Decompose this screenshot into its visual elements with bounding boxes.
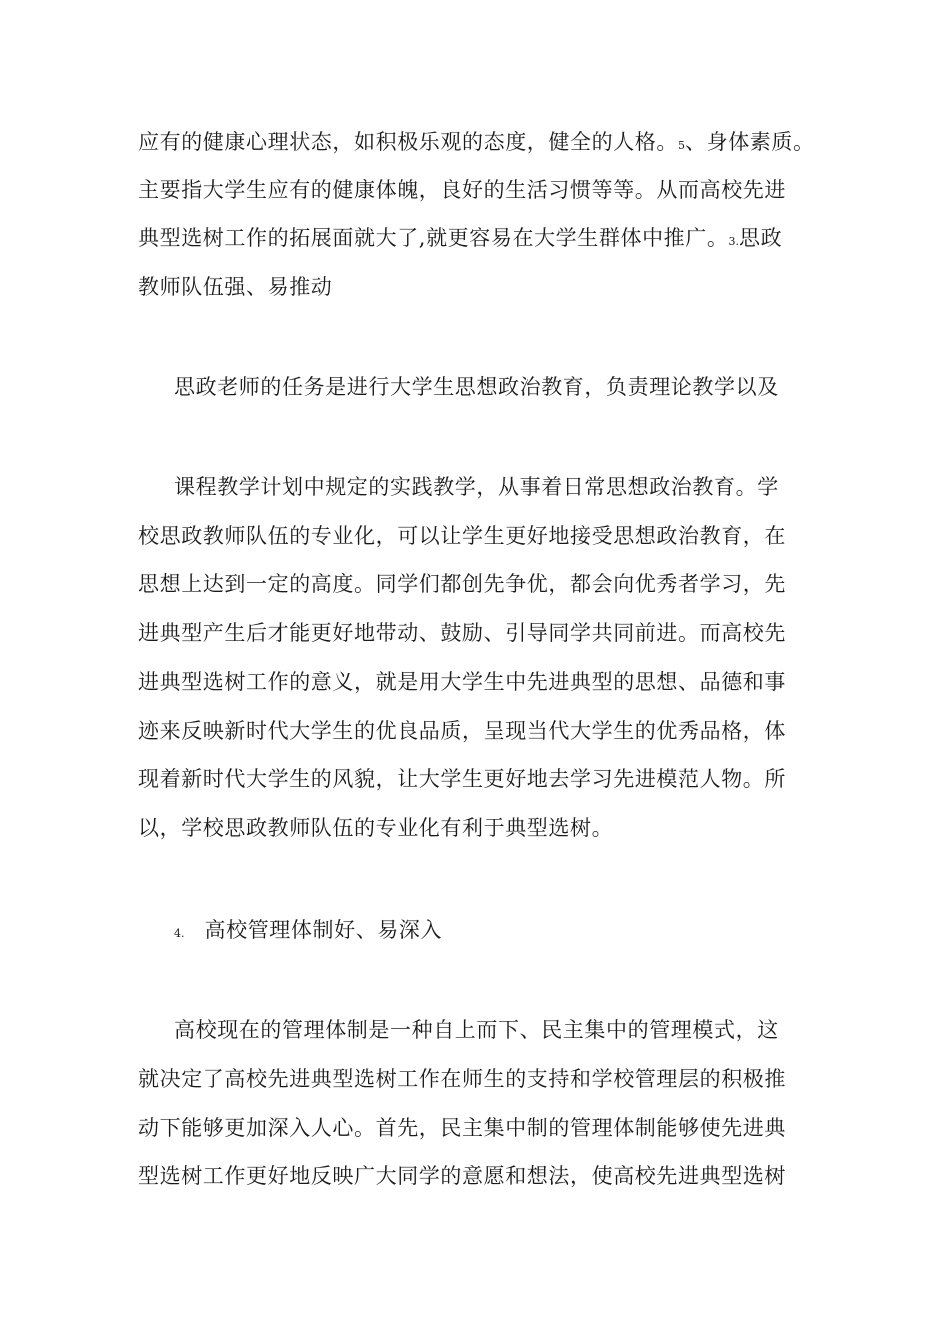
paragraph-first-line: 课程教学计划中规定的实践教学，从事着日常思想政治教育。学 xyxy=(174,475,779,499)
list-marker: 5 xyxy=(678,139,685,152)
section-heading-4 xyxy=(174,915,442,949)
text-line: 现着新时代大学生的风貌，让大学生更好地去学习先进模范人物。所 xyxy=(138,767,786,791)
text-segment: 、身体素质。 xyxy=(685,130,815,154)
paragraph-first-line: 思政老师的任务是进行大学生思想政治教育，负责理论教学以及 xyxy=(174,375,779,399)
text-line: 进典型产生后才能更好地带动、鼓励、引导同学共同前进。而高校先 xyxy=(138,621,786,645)
paragraph-first-line: 高校现在的管理体制是一种自上而下、民主集中的管理模式，这 xyxy=(174,1018,779,1042)
text-line: 型选树工作更好地反映广大同学的意愿和想法，使高校先进典型选树 xyxy=(138,1164,786,1188)
text-line: 思想上达到一定的高度。同学们都创先争优，都会向优秀者学习，先 xyxy=(138,572,786,596)
list-marker: 3. xyxy=(728,235,739,248)
text-line-2: 主要指大学生应有的健康体魄，良好的生活习惯等等。从而高校先进 xyxy=(138,178,786,202)
heading-text: 高校管理体制好、易深入 xyxy=(204,918,443,942)
text-line: 就决定了高校先进典型选树工作在师生的支持和学校管理层的积极推 xyxy=(138,1067,786,1091)
text-line: 进典型选树工作的意义，就是用大学生中先进典型的思想、品德和事 xyxy=(138,670,786,694)
text-line: 迹来反映新时代大学生的优良品质，呈现当代大学生的优秀品格，体 xyxy=(138,719,786,743)
text-line-3 xyxy=(138,223,782,257)
text-segment: 思政 xyxy=(738,226,783,250)
text-segment: 应有的健康心理状态，如积极乐观的态度，健全的人格。 xyxy=(138,130,678,154)
text-line: 校思政教师队伍的专业化，可以让学生更好地接受思想政治教育，在 xyxy=(138,524,786,548)
text-line-4: 教师队伍强、易推动 xyxy=(138,275,333,299)
text-line: 以，学校思政教师队伍的专业化有利于典型选树。 xyxy=(138,816,614,840)
text-line: 动下能够更加深入人心。首先，民主集中制的管理体制能够使先进典 xyxy=(138,1116,786,1140)
text-line-1 xyxy=(138,127,815,161)
heading-number: 4. xyxy=(174,927,185,940)
text-segment: 典型选树工作的拓展面就大了,就更容易在大学生群体中推广。 xyxy=(138,226,729,250)
